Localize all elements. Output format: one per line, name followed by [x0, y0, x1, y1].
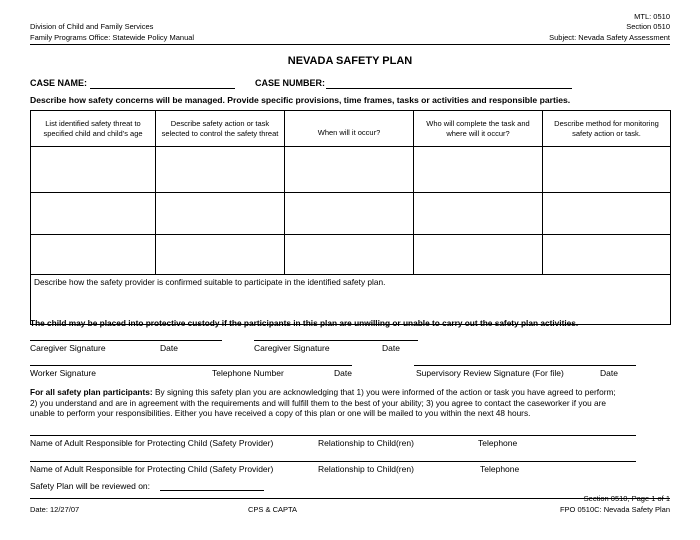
- supervisory-signature-label: Supervisory Review Signature (For file): [416, 368, 564, 378]
- adult2-line[interactable]: [30, 461, 636, 462]
- table-row: [31, 193, 671, 235]
- office-name: Family Programs Office: Statewide Policy Manual: [30, 33, 195, 42]
- table-cell[interactable]: [285, 235, 414, 275]
- participants-line1: [30, 387, 616, 397]
- form-number: FPO 0510C: Nevada Safety Plan: [559, 505, 670, 514]
- participants-text1: By signing this safety plan you are acknowledging that 1) you were informed of the action or task you have agreed to perform;: [154, 387, 616, 397]
- participants-line2: 2) you understand and are in agreement with the requirements and will fulfill them to the best of your ability; 3) you agree to contact the caseworker if you are: [30, 398, 607, 408]
- adult2-name-label: Name of Adult Responsible for Protecting Child (Safety Provider): [30, 464, 274, 474]
- adult2-relationship-label: Relationship to Child(ren): [318, 464, 414, 474]
- worker-signature-line[interactable]: [30, 365, 352, 366]
- provider-suitability-row[interactable]: [31, 275, 671, 325]
- column-header: Describe safety action or task selected to control the safety threat: [156, 111, 285, 147]
- column-header: List identified safety threat to specified child and child’s age: [31, 111, 156, 147]
- table-cell[interactable]: [156, 147, 285, 193]
- case-number-field[interactable]: [326, 88, 572, 89]
- footer-divider: [30, 498, 670, 499]
- telephone-number-label: Telephone Number: [212, 368, 284, 378]
- table-cell[interactable]: [414, 235, 543, 275]
- adult2-telephone-label: Telephone: [480, 464, 520, 474]
- table-cell[interactable]: [414, 193, 543, 235]
- table-cell[interactable]: [156, 235, 285, 275]
- table-header-row: [31, 111, 671, 147]
- footer-center: CPS & CAPTA: [248, 505, 298, 514]
- review-date-label: Safety Plan will be reviewed on:: [30, 481, 151, 491]
- table-cell[interactable]: [543, 193, 671, 235]
- adult1-telephone-label: Telephone: [478, 438, 518, 448]
- case-number-label: CASE NUMBER:: [255, 78, 326, 88]
- provider-suitability-cell[interactable]: [31, 275, 671, 325]
- caregiver2-signature-line[interactable]: [254, 340, 418, 341]
- case-name-field[interactable]: [90, 88, 235, 89]
- table-cell[interactable]: [285, 147, 414, 193]
- subject-line: Subject: Nevada Safety Assessment: [549, 33, 670, 42]
- provider-suitability-text: Describe how the safety provider is confirmed suitable to participate in the identified safety plan.: [34, 277, 386, 287]
- table-row: [31, 235, 671, 275]
- column-header: Who will complete the task and where will it occur?: [414, 111, 543, 147]
- footer-date: Date: 12/27/07: [30, 505, 80, 514]
- adult1-name-label: Name of Adult Responsible for Protecting Child (Safety Provider): [30, 438, 274, 448]
- date3-label: Date: [334, 368, 352, 378]
- table-cell[interactable]: [31, 193, 156, 235]
- review-date-field[interactable]: [160, 490, 264, 491]
- caregiver2-label: Caregiver Signature: [254, 343, 330, 353]
- caregiver1-label: Caregiver Signature: [30, 343, 106, 353]
- page-title: NEVADA SAFETY PLAN: [287, 55, 413, 67]
- table-cell[interactable]: [156, 193, 285, 235]
- table-row: [31, 147, 671, 193]
- header-divider: [30, 44, 670, 45]
- section-number: Section 0510: [626, 22, 670, 31]
- date1-label: Date: [160, 343, 178, 353]
- custody-statement: The child may be placed into protective custody if the participants in this plan are unwilling or unable to carry out the safety plan activities.: [30, 318, 579, 328]
- safety-plan-table: [30, 110, 671, 325]
- mtl-number: MTL: 0510: [634, 12, 670, 21]
- table-cell[interactable]: [543, 235, 671, 275]
- caregiver1-signature-line[interactable]: [30, 340, 222, 341]
- agency-name: Division of Child and Family Services: [30, 22, 154, 31]
- instructions-text: Describe how safety concerns will be managed. Provide specific provisions, time frames, tasks or activities and responsible parties.: [30, 95, 571, 105]
- case-name-label: CASE NAME:: [30, 78, 88, 88]
- table-cell[interactable]: [31, 147, 156, 193]
- supervisory-signature-line[interactable]: [414, 365, 636, 366]
- worker-signature-label: Worker Signature: [30, 368, 96, 378]
- table-cell[interactable]: [414, 147, 543, 193]
- participants-lead: For all safety plan participants:: [30, 387, 153, 397]
- date2-label: Date: [382, 343, 400, 353]
- column-header: When will it occur?: [285, 111, 414, 147]
- adult1-relationship-label: Relationship to Child(ren): [318, 438, 414, 448]
- adult1-line[interactable]: [30, 435, 636, 436]
- participants-line3: unable to perform your responsibilities. Either you have received a copy of this plan or one will be mailed to you within the next 48 hours.: [30, 408, 531, 418]
- table-cell[interactable]: [285, 193, 414, 235]
- column-header: Describe method for monitoring safety action or task.: [543, 111, 671, 147]
- table-cell[interactable]: [31, 235, 156, 275]
- table-cell[interactable]: [543, 147, 671, 193]
- page-number: Section 0510, Page 1 of 1: [583, 494, 670, 503]
- date4-label: Date: [600, 368, 618, 378]
